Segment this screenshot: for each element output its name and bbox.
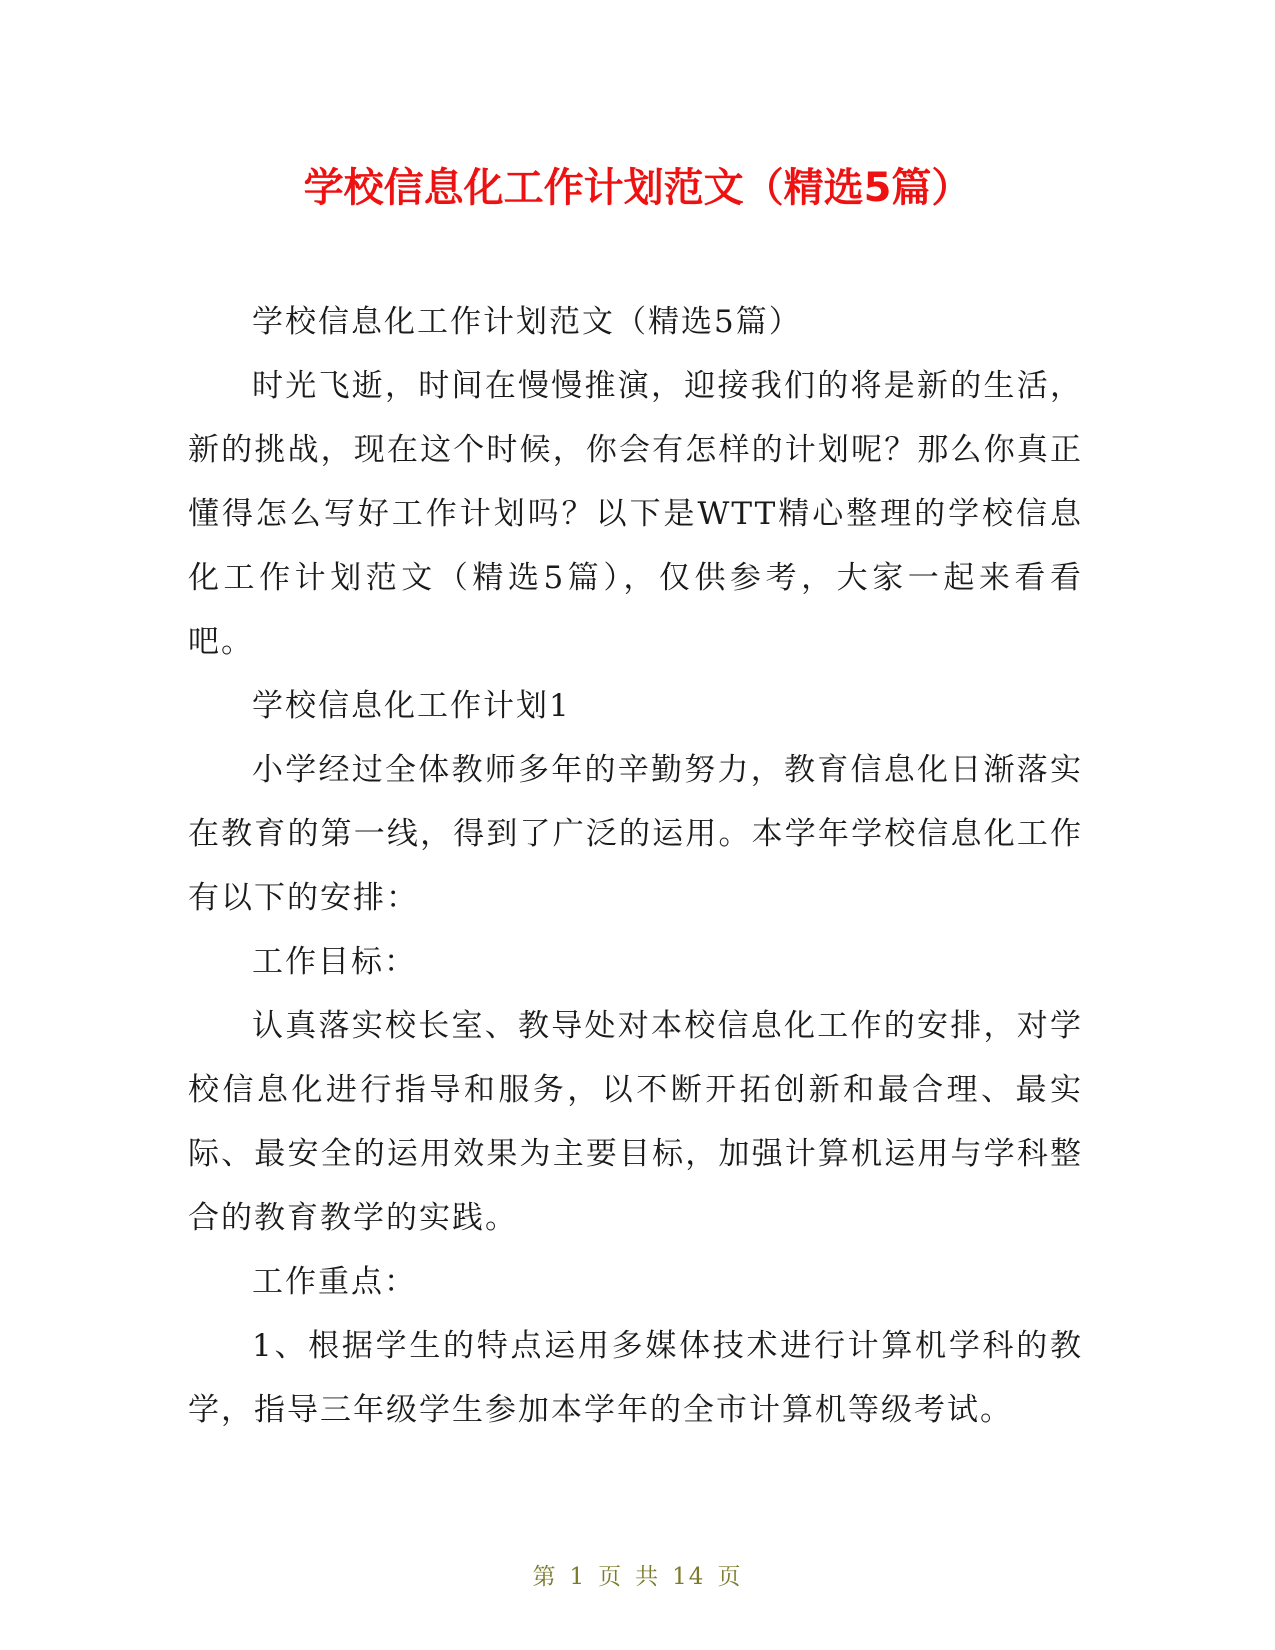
footer-current-page: 1	[569, 1564, 587, 1590]
paragraph-focus-item-1: 1、根据学生的特点运用多媒体技术进行计算机学科的教学，指导三年级学生参加本学年的全市计算机等级考试。	[188, 1328, 1083, 1428]
paragraph-intro: 时光飞逝，时间在慢慢推演，迎接我们的将是新的生活，新的挑战，现在这个时候，你会有怎样的计划呢？那么你真正懂得怎么写好工作计划吗？以下是WTT精心整理的学校信息化工作计划范文（精选5篇），仅供参考，大家一起来看看吧。	[188, 368, 1083, 660]
page-footer	[0, 1558, 1275, 1591]
paragraph-subtitle: 学校信息化工作计划范文（精选5篇）	[252, 304, 802, 340]
document-body	[188, 290, 1083, 1442]
document-title: 学校信息化工作计划范文（精选5篇）	[303, 165, 972, 211]
footer-page-word: 页	[598, 1564, 624, 1590]
footer-total-word: 共	[635, 1564, 661, 1590]
footer-total-pages: 14	[672, 1564, 706, 1590]
paragraph-focus-heading: 工作重点：	[252, 1264, 417, 1300]
footer-prefix: 第	[532, 1564, 558, 1590]
paragraph-goal-heading: 工作目标：	[252, 944, 417, 980]
paragraph-plan-heading: 学校信息化工作计划1	[252, 688, 571, 724]
paragraph-background: 小学经过全体教师多年的辛勤努力，教育信息化日渐落实在教育的第一线，得到了广泛的运用。本学年学校信息化工作有以下的安排：	[188, 752, 1083, 916]
footer-suffix: 页	[717, 1564, 743, 1590]
paragraph-goal: 认真落实校长室、教导处对本校信息化工作的安排，对学校信息化进行指导和服务，以不断开拓创新和最合理、最实际、最安全的运用效果为主要目标，加强计算机运用与学科整合的教育教学的实践。	[188, 1008, 1083, 1236]
